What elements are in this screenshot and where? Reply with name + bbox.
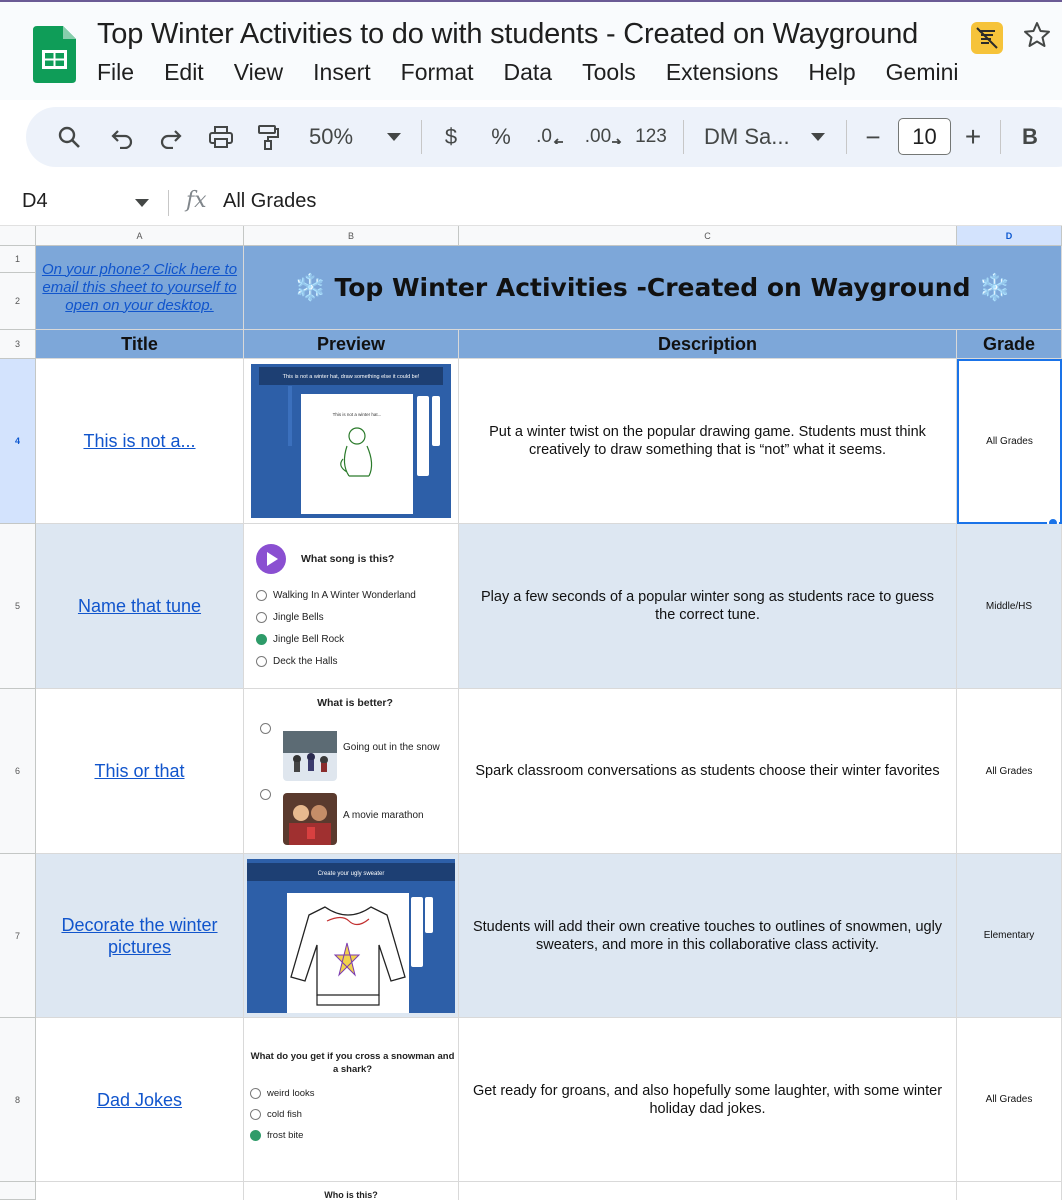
row-header-7[interactable]: 7 [0, 854, 36, 1018]
print-icon [208, 125, 234, 149]
check-radio-icon [256, 634, 267, 645]
radio-icon [260, 723, 271, 734]
this-or-that-option [260, 787, 450, 845]
sweater-prompt-text: Create your ugly sweater [317, 870, 385, 877]
joke-option [250, 1109, 455, 1120]
menu-tools[interactable]: Tools [582, 59, 636, 85]
row-header-1[interactable]: 1 [0, 246, 36, 273]
formula-divider [168, 190, 169, 216]
preview-cell[interactable] [244, 689, 459, 854]
toolbar-divider [421, 120, 422, 154]
decrease-font-size-button[interactable]: − [865, 121, 881, 152]
fx-icon: fx [186, 188, 207, 213]
menu-data[interactable]: Data [503, 59, 553, 85]
row-header-5[interactable]: 5 [0, 524, 36, 689]
activity-description: Get ready for groans, and also hopefully some laughter, with some winter holiday dad jokes. [472, 1082, 943, 1117]
menu-insert[interactable]: Insert [313, 59, 371, 85]
header-grade: Grade [982, 333, 1036, 354]
movie-photo [283, 793, 337, 845]
menu-file[interactable]: File [97, 59, 135, 85]
table-row-title-cell[interactable] [36, 689, 244, 854]
header-grade-cell [957, 330, 1062, 359]
name-box[interactable]: D4 [22, 190, 48, 212]
header-preview: Preview [316, 333, 386, 354]
check-radio-icon [250, 1130, 261, 1141]
description-cell[interactable] [459, 689, 957, 854]
paint-format-icon [257, 124, 279, 150]
arrow-right-icon [611, 130, 623, 144]
column-header-c[interactable]: C [459, 226, 957, 246]
font-dropdown-arrow[interactable] [806, 107, 830, 167]
sweater-preview-image [247, 859, 455, 1013]
activity-title-link[interactable]: Name that tune [77, 596, 202, 616]
chevron-down-icon [387, 133, 401, 141]
activity-title-link[interactable]: This or that [94, 761, 185, 781]
font-size-input[interactable]: 10 [898, 118, 951, 155]
tune-option-label: Jingle Bells [273, 612, 324, 623]
row-header-8[interactable]: 8 [0, 1018, 36, 1182]
table-row-title-cell[interactable] [36, 1018, 244, 1182]
table-row-title-cell[interactable] [36, 854, 244, 1018]
wayground-extension-icon[interactable] [971, 22, 1003, 54]
radio-icon [250, 1109, 261, 1120]
activity-title-link[interactable]: Decorate the winter pictures [61, 914, 218, 957]
zoom-select[interactable]: 50% [308, 124, 354, 149]
snowflake-icon: ❄️ [978, 272, 1011, 302]
description-cell[interactable] [459, 359, 957, 524]
column-header-b[interactable]: B [244, 226, 459, 246]
print-button[interactable] [204, 107, 238, 167]
percent-format-button[interactable]: % [491, 124, 511, 149]
drawing-preview-image [251, 364, 451, 518]
tune-question: What song is this? [301, 553, 395, 565]
menu-format[interactable]: Format [400, 59, 474, 85]
header-preview-cell [244, 330, 459, 359]
header-description-cell [459, 330, 957, 359]
row-header-9[interactable] [0, 1182, 36, 1200]
joke-option [250, 1088, 455, 1099]
description-cell[interactable] [459, 524, 957, 689]
row-header-2[interactable]: 2 [0, 273, 36, 330]
menu-edit[interactable]: Edit [164, 59, 204, 85]
radio-icon [250, 1088, 261, 1099]
activity-grade: All Grades [986, 436, 1033, 447]
preview-cell[interactable] [244, 524, 459, 689]
grade-cell[interactable] [957, 1182, 1062, 1200]
joke-question: What do you get if you cross a snowman and a shark? [250, 1051, 455, 1075]
tune-option-label: Deck the Halls [273, 656, 338, 667]
formula-bar [0, 181, 1062, 226]
activity-title-link[interactable]: This is not a... [83, 431, 196, 451]
select-all-corner[interactable] [0, 226, 36, 246]
redo-icon [159, 125, 183, 149]
number-format-button[interactable]: 123 [635, 126, 667, 147]
font-family-select[interactable]: DM Sa... [704, 124, 790, 149]
tune-preview-image [256, 544, 451, 667]
this-or-that-option [260, 721, 450, 781]
toolbar-divider [683, 120, 684, 154]
formula-input[interactable]: All Grades [223, 190, 317, 212]
menu-bar [97, 59, 989, 86]
phone-email-link[interactable]: On your phone? Click here to email this sheet to yourself to open on your desktop. [41, 260, 238, 314]
activity-description: Spark classroom conversations as students choose their winter favorites [475, 763, 940, 779]
activity-description: Put a winter twist on the popular drawing game. Students must think creatively to draw something that is “not” what it seems. [489, 424, 926, 458]
header-description: Description [657, 333, 758, 354]
description-cell[interactable] [459, 854, 957, 1018]
tune-option-label: Walking In A Winter Wonderland [273, 590, 416, 601]
banner-cell [244, 246, 1062, 330]
search-menus-button[interactable] [52, 107, 86, 167]
grade-cell[interactable] [957, 524, 1062, 689]
row-header-4[interactable]: 4 [0, 359, 36, 524]
bold-button[interactable]: B [1022, 124, 1038, 149]
menu-help[interactable]: Help [808, 59, 856, 85]
row-header-6[interactable]: 6 [0, 689, 36, 854]
play-icon [256, 544, 286, 574]
snowflake-icon: ❄️ [294, 272, 327, 302]
preview-cell[interactable] [244, 1182, 459, 1200]
tune-option [256, 590, 451, 601]
row-header-3[interactable]: 3 [0, 330, 36, 359]
drawing-prompt-text: This is not a winter hat, draw something else it could be! [282, 374, 420, 380]
document-title[interactable]: Top Winter Activities to do with students - Created on Wayground [97, 18, 919, 50]
decrease-decimal-button[interactable] [531, 107, 569, 167]
tune-question-row [256, 544, 451, 574]
activity-title-link[interactable]: Dad Jokes [96, 1089, 183, 1110]
increase-decimal-button[interactable] [582, 107, 626, 167]
tune-option [256, 634, 451, 645]
star-icon[interactable] [1022, 20, 1052, 50]
header-title: Title [121, 333, 158, 354]
toolbar-divider [1000, 120, 1001, 154]
joke-option-label: cold fish [267, 1109, 302, 1120]
joke-preview-image [250, 1050, 455, 1141]
tune-option [256, 656, 451, 667]
next-question: Who is this? [324, 1190, 378, 1200]
arrow-left-icon [552, 130, 564, 144]
header-title-cell [36, 330, 244, 359]
decrease-decimal-label: .0 [536, 126, 552, 147]
snow-photo [283, 731, 337, 781]
column-header-a[interactable]: A [36, 226, 244, 246]
menu-gemini[interactable]: Gemini [885, 59, 959, 85]
this-or-that-preview-image [260, 697, 450, 845]
sheet-banner-title: Top Winter Activities -Created on Wayground [334, 273, 971, 302]
chevron-down-icon[interactable] [135, 199, 149, 207]
description-cell[interactable] [459, 1018, 957, 1182]
radio-icon [256, 656, 267, 667]
grade-cell-selected[interactable] [957, 359, 1062, 524]
description-cell[interactable] [459, 1182, 957, 1200]
tune-option [256, 612, 451, 623]
grade-cell[interactable] [957, 854, 1062, 1018]
radio-icon [256, 612, 267, 623]
menu-extensions[interactable]: Extensions [665, 59, 779, 85]
search-icon [57, 125, 81, 149]
currency-format-button[interactable]: $ [444, 124, 458, 149]
column-header-d[interactable]: D [957, 226, 1062, 246]
zoom-dropdown-arrow[interactable] [382, 107, 406, 167]
activity-description: Play a few seconds of a popular winter song as students race to guess the correct tune. [481, 589, 934, 623]
phone-link-cell[interactable] [36, 246, 244, 330]
drawing-inner-text: This is not a winter hat... [332, 412, 382, 417]
joke-option [250, 1130, 455, 1141]
table-row-title-cell[interactable] [36, 1182, 244, 1200]
radio-icon [260, 789, 271, 800]
grade-cell[interactable] [957, 1018, 1062, 1182]
grade-cell[interactable] [957, 689, 1062, 854]
table-row-title-cell[interactable] [36, 524, 244, 689]
activity-grade: All Grades [985, 765, 1033, 777]
preview-cell[interactable] [244, 1018, 459, 1182]
activity-grade: Elementary [983, 930, 1035, 941]
preview-cell[interactable] [244, 359, 459, 524]
joke-option-label: weird looks [267, 1088, 315, 1099]
increase-decimal-label: .00 [584, 126, 612, 147]
activity-description: Students will add their own creative touches to outlines of snowmen, ugly sweaters, and more in this collaborative class activity. [472, 918, 943, 953]
paint-format-button[interactable] [253, 107, 283, 167]
activity-grade: All Grades [985, 1094, 1033, 1105]
toolbar-divider [846, 120, 847, 154]
this-or-that-option-label: Going out in the snow [343, 742, 440, 753]
sheets-logo-icon[interactable] [33, 26, 76, 83]
undo-button[interactable] [106, 107, 138, 167]
menu-view[interactable]: View [233, 59, 284, 85]
redo-button[interactable] [155, 107, 187, 167]
this-or-that-option-label: A movie marathon [343, 810, 424, 821]
this-or-that-question: What is better? [317, 697, 393, 709]
joke-option-label: frost bite [267, 1130, 304, 1141]
preview-cell[interactable] [244, 854, 459, 1018]
table-row-title-cell[interactable] [36, 359, 244, 524]
increase-font-size-button[interactable]: + [964, 121, 982, 152]
radio-icon [256, 590, 267, 601]
tune-option-label: Jingle Bell Rock [273, 634, 345, 645]
activity-grade: Middle/HS [985, 600, 1033, 612]
chevron-down-icon [811, 133, 825, 141]
undo-icon [110, 125, 134, 149]
